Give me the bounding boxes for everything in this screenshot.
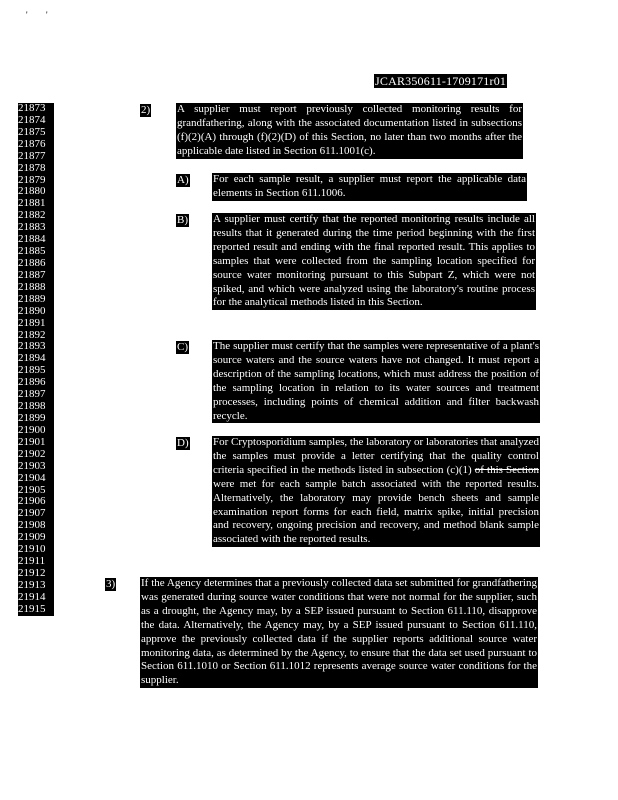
item-a-text: For each sample result, a supplier must report the applicable data elements in Section 611.1006. bbox=[213, 173, 526, 199]
line-number: 21879 bbox=[18, 173, 46, 186]
line-number: 21913 bbox=[18, 578, 46, 591]
item-2-label: 2) bbox=[141, 104, 151, 116]
line-number: 21873 bbox=[18, 102, 46, 114]
page-mark-2: ' bbox=[46, 10, 48, 20]
line-number: 21895 bbox=[18, 364, 46, 377]
item-d-label: D) bbox=[177, 437, 189, 449]
line-number: 21887 bbox=[18, 268, 46, 281]
line-number: 21898 bbox=[18, 400, 46, 413]
line-number: 21906 bbox=[18, 495, 46, 508]
line-number: 21905 bbox=[18, 483, 46, 496]
item-2-text: A supplier must report previously collected monitoring results for grandfathering, along with the associated documentation listed in subsections (f)(2)(A) through (f)(2)(D) of this Section, no later than two months after the applicable date listed in Section 611.1001(c). bbox=[177, 103, 522, 157]
item-b-text: A supplier must certify that the reported monitoring results include all results that it generated during the time period beginning with the first reported result and ending with the final reported result. This applies to samples that were collected from the sampling location specified for source water monitoring pursuant to this Subpart Z, which were not spiked, and which were analyzed using the laboratory's routine process for the analytical methods listed in this Section. bbox=[213, 213, 535, 309]
line-number: 21900 bbox=[18, 423, 46, 436]
line-number: 21902 bbox=[18, 447, 46, 460]
line-number: 21904 bbox=[18, 471, 46, 484]
line-number: 21880 bbox=[18, 185, 46, 198]
line-number: 21897 bbox=[18, 388, 46, 401]
line-number: 21888 bbox=[18, 280, 46, 293]
item-a-label: A) bbox=[177, 174, 189, 186]
line-number: 21901 bbox=[18, 435, 46, 448]
line-number: 21907 bbox=[18, 507, 46, 520]
line-number: 21909 bbox=[18, 531, 46, 544]
line-number: 21882 bbox=[18, 209, 46, 222]
item-d-text bbox=[212, 436, 540, 547]
line-number: 21886 bbox=[18, 256, 46, 269]
item-3-label: 3) bbox=[106, 578, 116, 590]
line-number: 21891 bbox=[18, 316, 46, 329]
item-d-text-before: For Cryptosporidium samples, the laboratory or laboratories that analyzed the samples must provide a letter certifying that the quality control criteria specified in the methods listed in subsection (c)(1) bbox=[213, 436, 539, 476]
line-number: 21878 bbox=[18, 161, 46, 174]
line-number: 21896 bbox=[18, 376, 46, 389]
line-number: 21893 bbox=[18, 340, 46, 353]
line-number: 21908 bbox=[18, 519, 46, 532]
line-number-column bbox=[18, 103, 54, 616]
line-number: 21894 bbox=[18, 352, 46, 365]
item-d-text-after: were met for each sample batch associated with the reported results. Alternatively, the laboratory may provide bench sheets and sample examination report forms for each field, matrix spike, initial precision and recovery, ongoing precision and recovery, and method blank sample associated with the reported results. bbox=[213, 477, 539, 546]
line-number: 21910 bbox=[18, 543, 46, 556]
line-number: 21911 bbox=[18, 555, 46, 568]
item-c-text: The supplier must certify that the samples were representative of a plant's source waters and the source waters have not changed. It must report a description of the sampling locations, which must address the position of the sampling location in relation to its water sources and treatment processes, including points of chemical addition and filter backwash recycle. bbox=[213, 340, 539, 422]
line-number: 21912 bbox=[18, 566, 46, 579]
line-number: 21884 bbox=[18, 233, 46, 246]
document-header-id: JCAR350611-1709171r01 bbox=[375, 74, 507, 88]
line-number: 21875 bbox=[18, 125, 46, 138]
line-number: 21892 bbox=[18, 328, 46, 341]
line-number: 21883 bbox=[18, 221, 46, 234]
page-mark-1: ' bbox=[26, 10, 28, 20]
line-number: 21881 bbox=[18, 197, 46, 210]
line-number: 21874 bbox=[18, 113, 46, 126]
line-number: 21889 bbox=[18, 292, 46, 305]
line-number: 21885 bbox=[18, 245, 46, 258]
item-d-struck-text: of this Section bbox=[474, 463, 539, 476]
line-number: 21915 bbox=[18, 602, 46, 615]
line-number: 21877 bbox=[18, 149, 46, 162]
item-c-label: C) bbox=[177, 341, 188, 353]
line-number: 21890 bbox=[18, 304, 46, 317]
item-3-text: If the Agency determines that a previously collected data set submitted for grandfathering was generated during source water conditions that were not normal for the supplier, such as a drought, the Agency may, by a SEP issued pursuant to Section 611.110, disapprove the data. Alternatively, the Agency may, by a SEP issued pursuant to Section 611.110, approve the previously collected data if the supplier reports additional source water monitoring data, as determined by the Agency, to ensure that the data set used pursuant to Section 611.1010 or Section 611.1012 represents average source water conditions for the supplier. bbox=[141, 577, 537, 687]
line-number: 21876 bbox=[18, 137, 46, 150]
line-number: 21903 bbox=[18, 459, 46, 472]
line-number: 21899 bbox=[18, 411, 46, 424]
item-b-label: B) bbox=[177, 214, 188, 226]
line-number: 21914 bbox=[18, 590, 46, 603]
